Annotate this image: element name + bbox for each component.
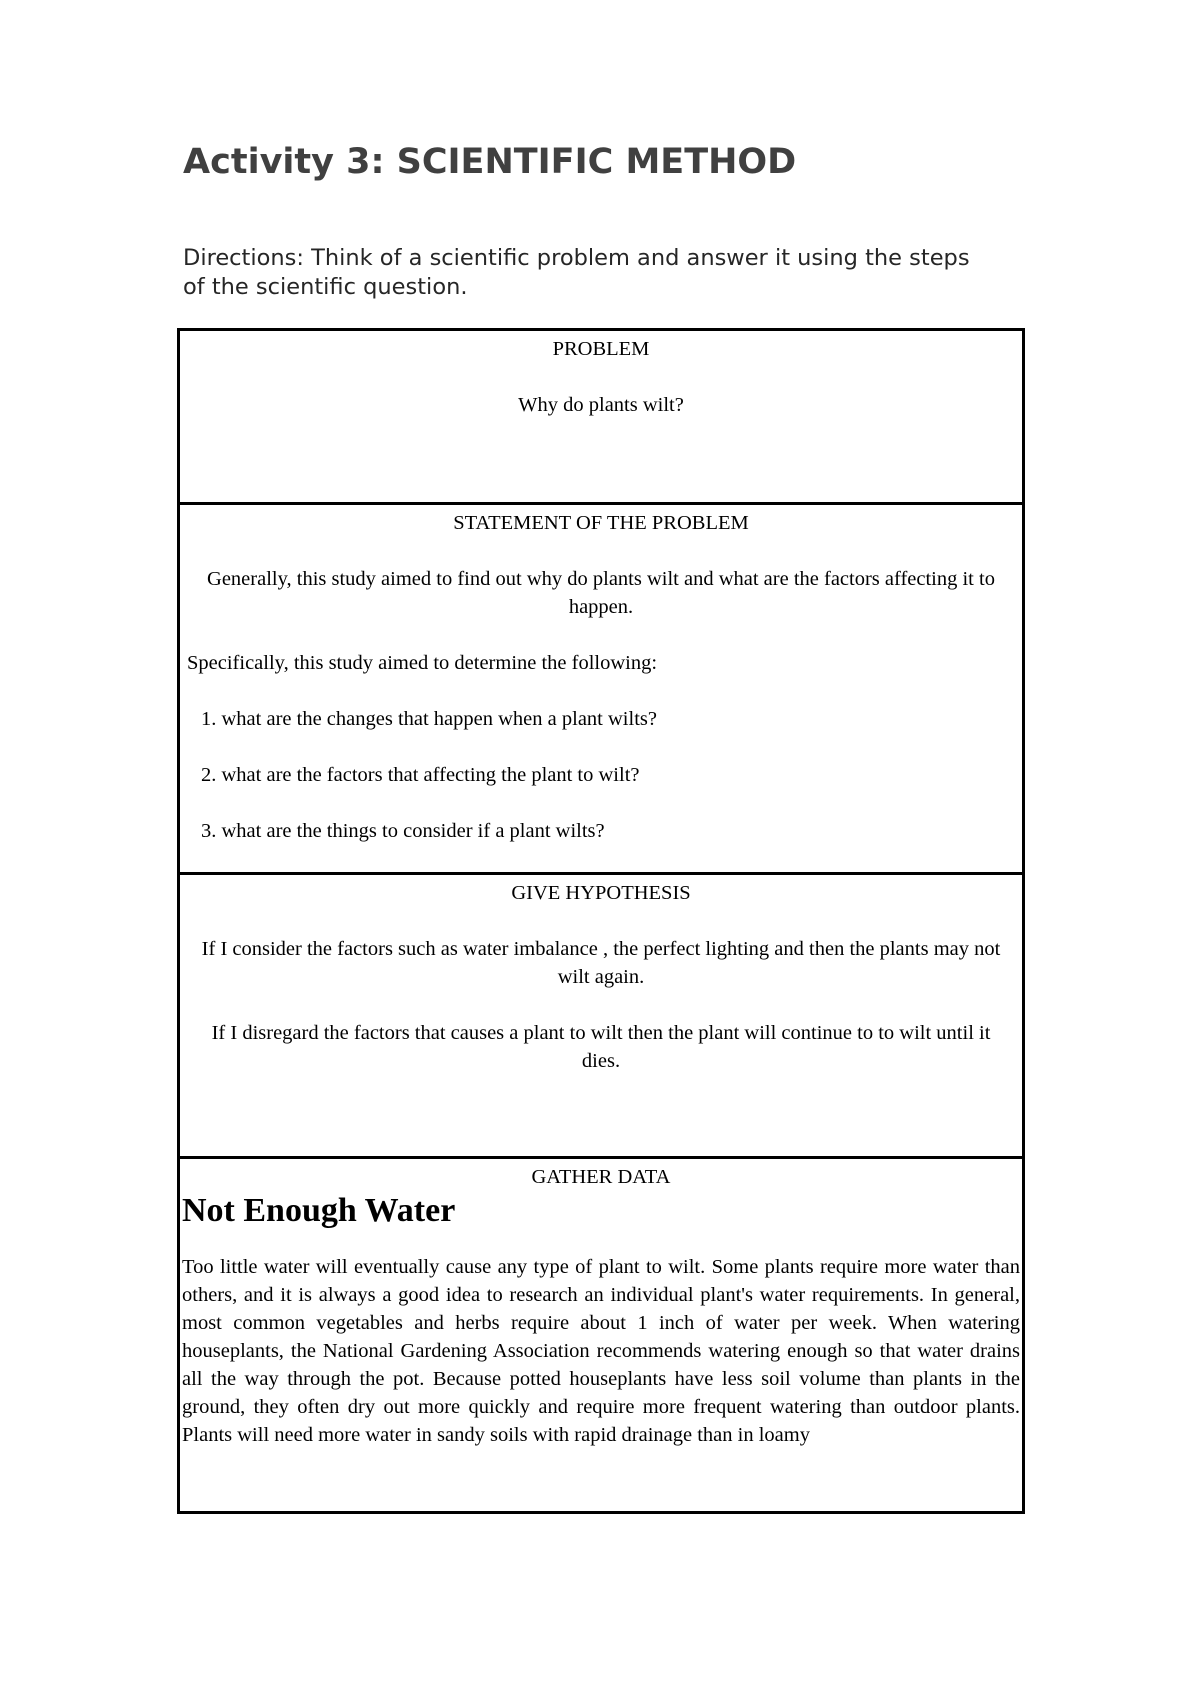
gather-data-section <box>180 1159 1022 1511</box>
gather-subheading: Not Enough Water <box>182 1192 456 1229</box>
statement-section <box>180 505 1022 875</box>
hypothesis-two: If I disregard the factors that causes a plant to wilt then the plant will continue to to wilt until it dies. <box>211 1022 991 1072</box>
problem-heading: PROBLEM <box>552 338 650 360</box>
hypothesis-section <box>180 875 1022 1159</box>
gather-body: Too little water will eventually cause any type of plant to wilt. Some plants require more water than others, and it is always a good idea to research an individual plant's water requirements. In general, most common vegetables and herbs require about 1 inch of water per week. When watering houseplants, the National Gardening Association recommends watering enough so that water drains all the way through the pot. Because potted houseplants have less soil volume than plants in the ground, they often dry out more quickly and require more frequent watering than outdoor plants. Plants will need more water in sandy soils with rapid drainage than in loamy <box>182 1256 1020 1446</box>
problem-section <box>180 331 1022 505</box>
scientific-method-table <box>177 328 1025 1514</box>
page-title: Activity 3: SCIENTIFIC METHOD <box>183 142 797 182</box>
statement-general: Generally, this study aimed to find out why do plants wilt and what are the factors affecting it to happen. <box>207 568 995 618</box>
hypothesis-heading: GIVE HYPOTHESIS <box>511 882 691 904</box>
statement-heading: STATEMENT OF THE PROBLEM <box>453 512 749 534</box>
problem-text: Why do plants wilt? <box>518 394 684 416</box>
statement-specific-intro: Specifically, this study aimed to determine the following: <box>187 652 658 674</box>
hypothesis-one: If I consider the factors such as water imbalance , the perfect lighting and then the plants may not wilt again. <box>201 938 1001 988</box>
statement-item: 3. what are the things to consider if a plant wilts? <box>201 820 605 842</box>
statement-item: 2. what are the factors that affecting the plant to wilt? <box>201 764 640 786</box>
directions-text: Directions: Think of a scientific problem and answer it using the steps of the scientific question. <box>183 245 970 300</box>
gather-heading: GATHER DATA <box>531 1166 671 1188</box>
statement-item: 1. what are the changes that happen when a plant wilts? <box>201 708 657 730</box>
